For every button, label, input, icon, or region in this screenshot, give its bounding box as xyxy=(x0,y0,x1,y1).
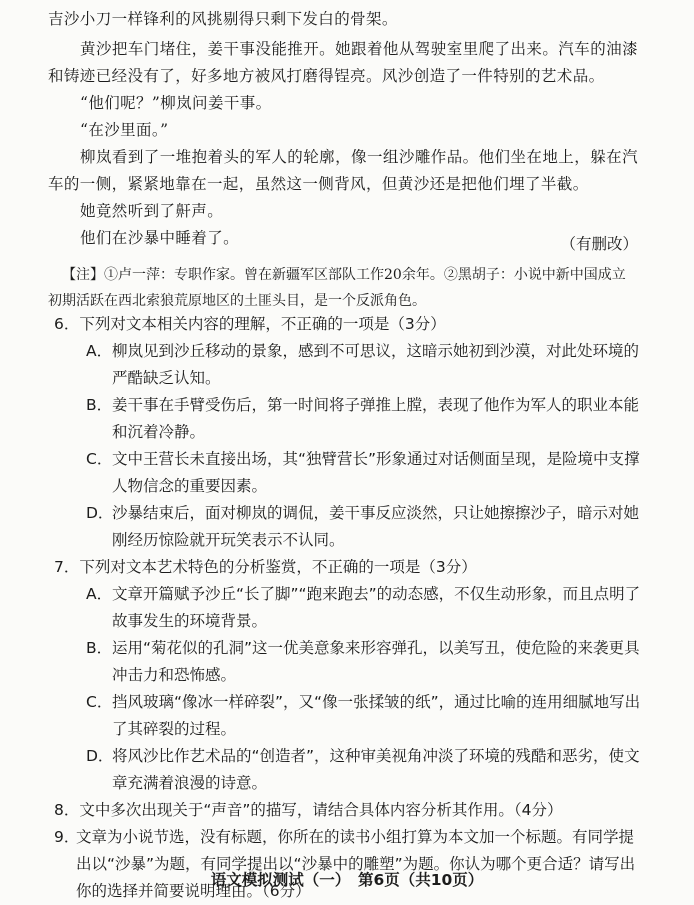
footnote: 【注】①卢一萍：专职作家。曾在新疆军区部队工作20余年。②黑胡子：小说中新中国成立初期活跃在西北索狼荒原地区的土匪头目，是一个反派角色。 xyxy=(48,267,626,309)
question-8: 8．文中多次出现关于“声音”的描写，请结合具体内容分析其作用。（4分） xyxy=(54,801,563,819)
option-label: D． xyxy=(86,504,114,522)
question-6-option-d xyxy=(86,500,646,554)
story-paragraph-4: “在沙里面。” xyxy=(80,121,169,139)
question-9 xyxy=(54,824,644,905)
option-text: 运用“菊花似的孔洞”这一优美意象来形容弹孔，以美写丑，使危险的来袭更具冲击力和恐怖感。 xyxy=(112,639,640,684)
story-paragraph-7: 他们在沙暴中睡着了。 xyxy=(80,229,240,247)
story-paragraph-3: “他们呢？”柳岚问姜干事。 xyxy=(80,94,272,112)
question-7-option-d xyxy=(86,743,646,797)
option-text: 柳岚见到沙丘移动的景象，感到不可思议，这暗示她初到沙漠，对此处环境的严酷缺乏认知。 xyxy=(112,342,640,387)
question-7-stem: 7．下列对文本艺术特色的分析鉴赏，不正确的一项是（3分） xyxy=(54,558,477,576)
question-6-stem: 6．下列对文本相关内容的理解，不正确的一项是（3分） xyxy=(54,315,446,333)
option-label: A． xyxy=(86,342,113,360)
option-text: 挡风玻璃“像冰一样碎裂”，又“像一张揉皱的纸”，通过比喻的连用细腻地写出了其碎裂的过程。 xyxy=(112,693,641,738)
option-text: 文章开篇赋予沙丘“长了脚”“跑来跑去”的动态感，不仅生动形象，而且点明了故事发生的环境背景。 xyxy=(112,585,641,630)
option-text: 姜干事在手臂受伤后，第一时间将子弹推上膛，表现了他作为军人的职业本能和沉着冷静。 xyxy=(112,396,640,441)
story-paragraph-2: 黄沙把车门堵住，姜干事没能推开。她跟着他从驾驶室里爬了出来。汽车的油漆和铸迹已经没有了，好多地方被风打磨得锃亮。风沙创造了一件特别的艺术品。 xyxy=(48,40,638,85)
option-text: 将风沙比作艺术品的“创造者”，这种审美视角冲淡了环境的残酷和恶劣，使文章充满着浪漫的诗意。 xyxy=(112,747,640,792)
option-text: 沙暴结束后，面对柳岚的调侃，姜干事反应淡然，只让她擦擦沙子，暗示对她刚经历惊险就开玩笑表示不认同。 xyxy=(112,504,640,549)
option-label: B． xyxy=(86,396,113,414)
story-paragraph-5: 柳岚看到了一堆抱着头的军人的轮廓，像一组沙雕作品。他们坐在地上，躲在汽车的一侧，紧紧地靠在一起，虽然这一侧背风，但黄沙还是把他们埋了半截。 xyxy=(48,148,638,193)
question-7-option-c xyxy=(86,689,646,743)
option-label: C． xyxy=(86,693,113,711)
page-footer: 语文模拟测试（一） 第6页（共10页） xyxy=(210,871,484,889)
question-6-option-b xyxy=(86,392,646,446)
option-label: B． xyxy=(86,639,113,657)
question-9-text: 文章为小说节选，没有标题，你所在的读书小组打算为本文加一个标题。有同学提出以“沙暴”为题，有同学提出以“沙暴中的雕塑”为题。你认为哪个更合适？请写出你的选择并简要说明理由。（6分） xyxy=(76,828,636,900)
option-label: C． xyxy=(86,450,113,468)
question-7-option-a xyxy=(86,581,646,635)
question-6-option-a xyxy=(86,338,646,392)
option-text: 文中王营长未直接出场，其“独臂营长”形象通过对话侧面呈现，是险境中支撑人物信念的重要因素。 xyxy=(112,450,640,495)
option-label: D． xyxy=(86,747,114,765)
question-9-number: 9． xyxy=(54,828,80,846)
question-7-option-b xyxy=(86,635,646,689)
story-paragraph-6: 她竟然听到了鼾声。 xyxy=(80,202,224,220)
option-label: A． xyxy=(86,585,113,603)
story-paragraph-1: 吉沙小刀一样锋利的风挑剔得只剩下发白的骨架。 xyxy=(48,10,398,28)
question-6-option-c xyxy=(86,446,646,500)
source-note: （有删改） xyxy=(560,235,638,253)
